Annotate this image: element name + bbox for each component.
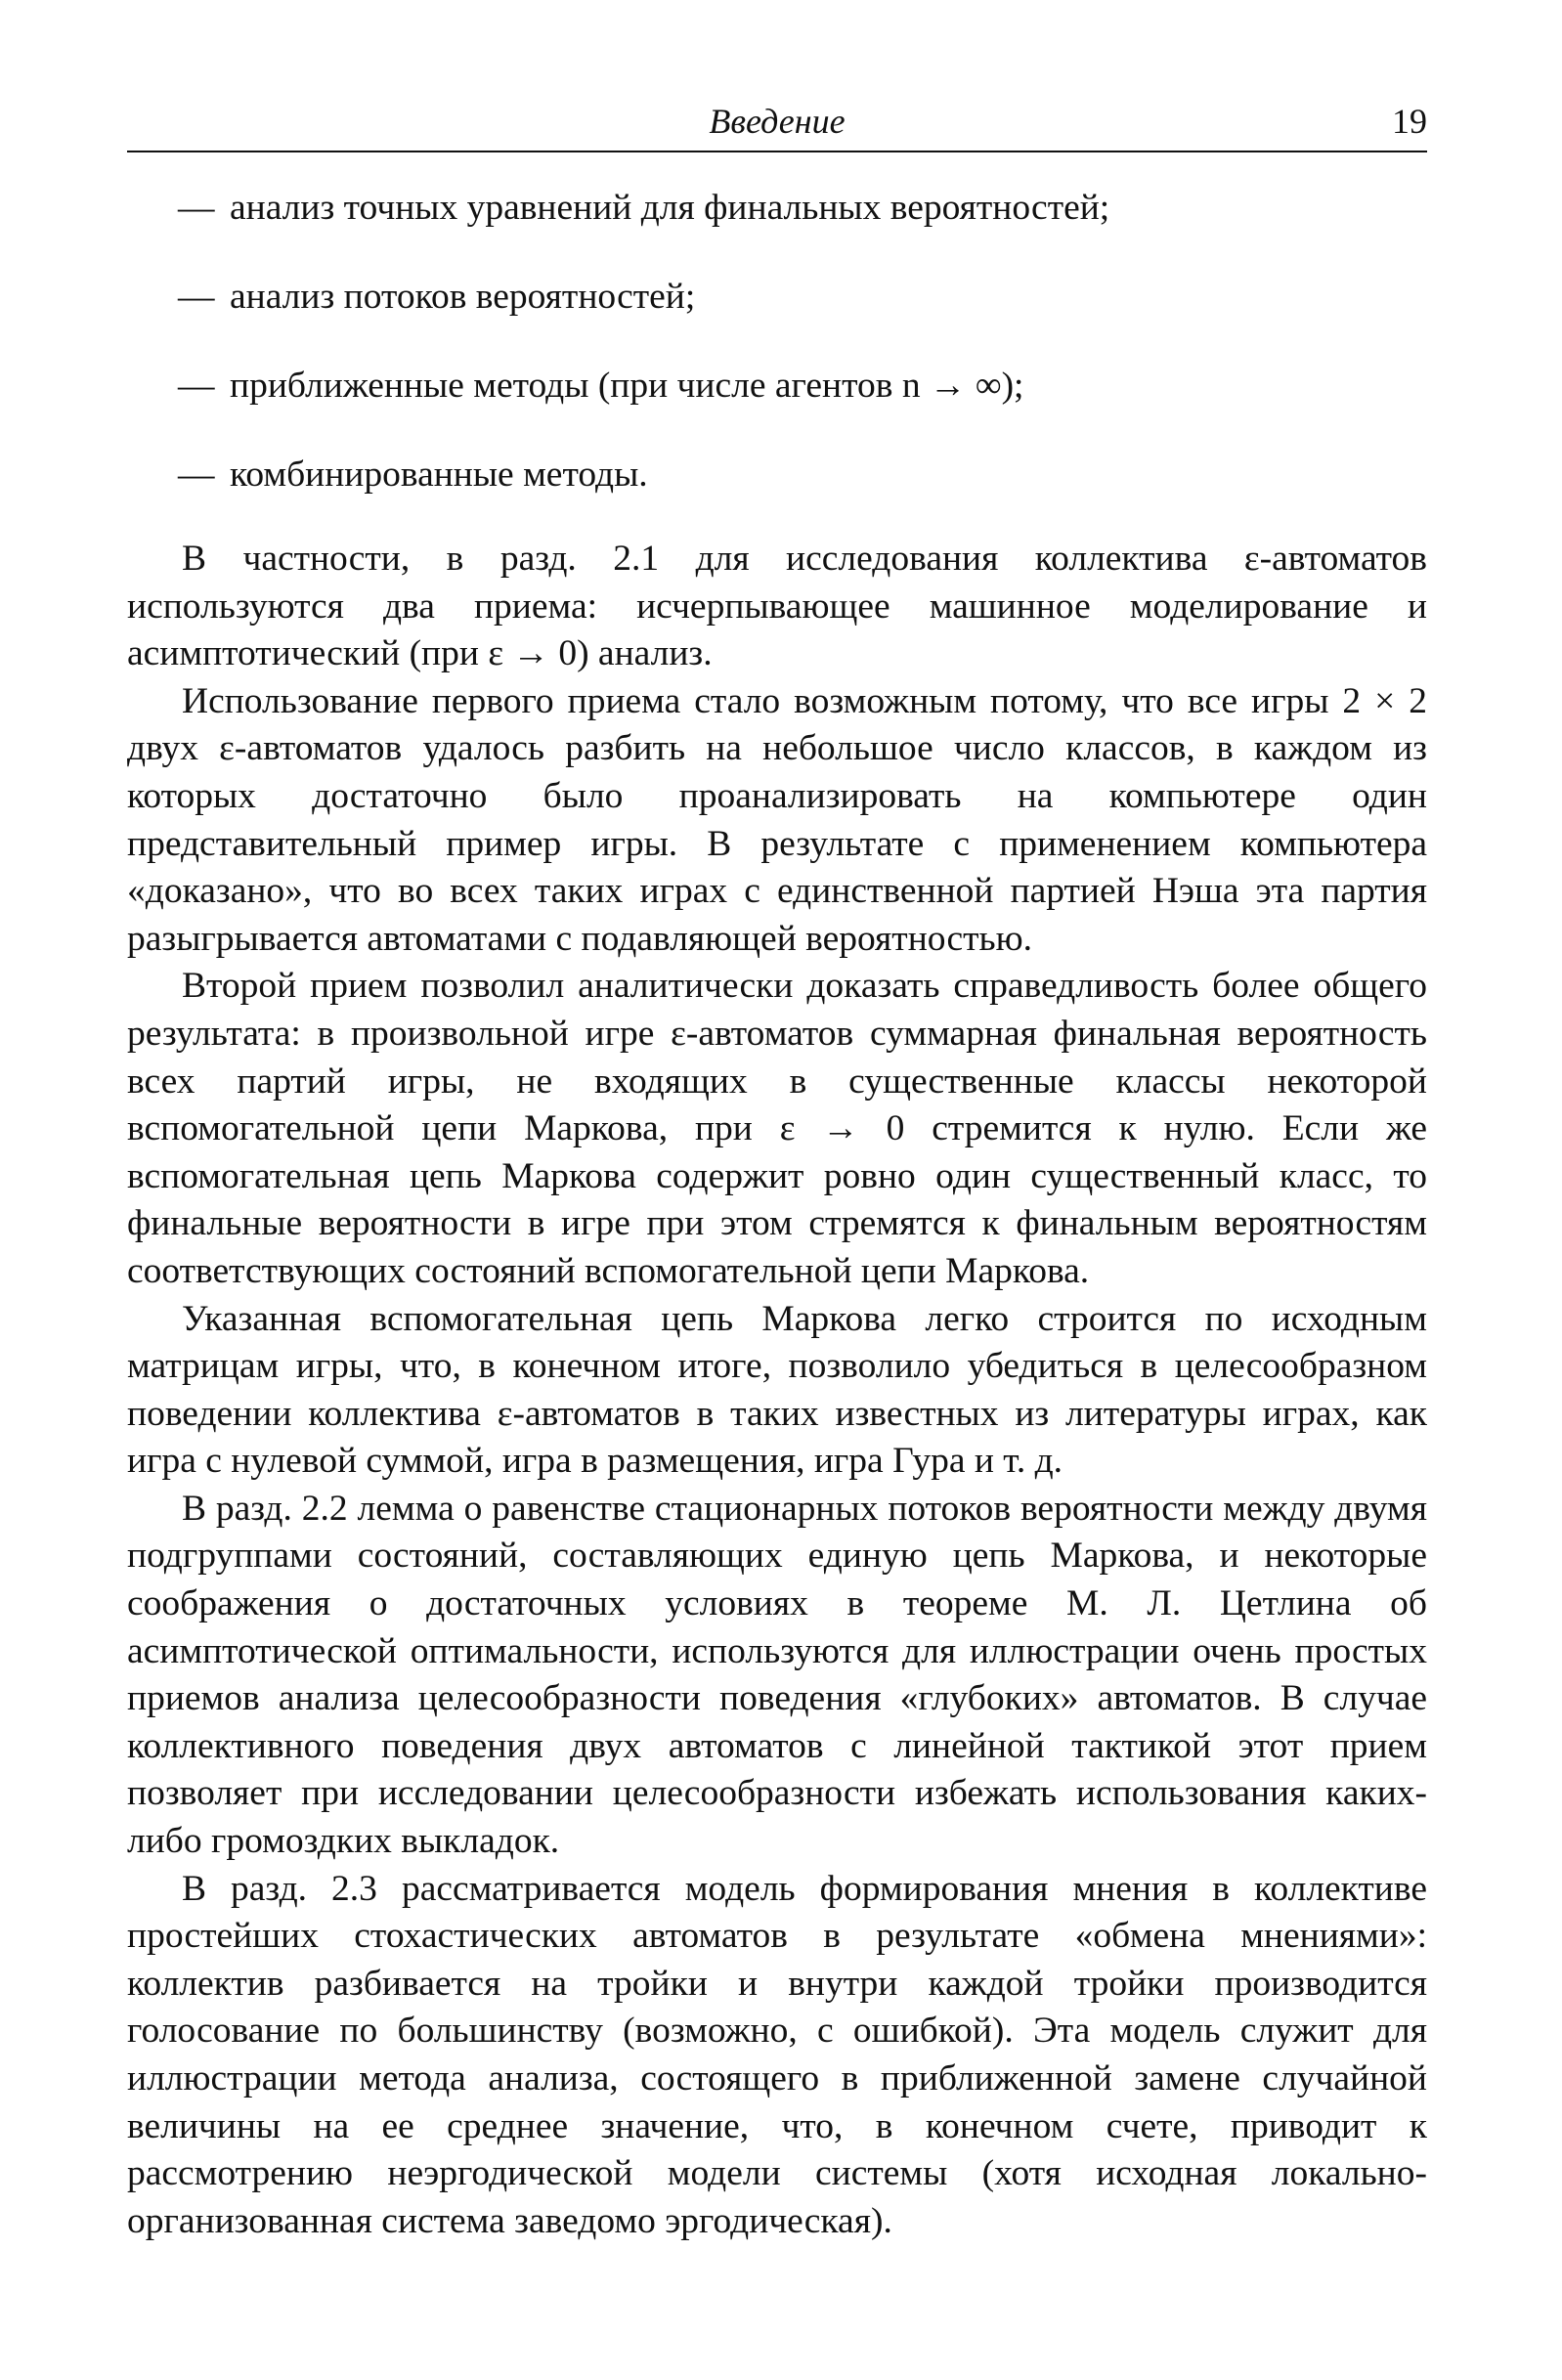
paragraph: В частности, в разд. 2.1 для исследования коллектива ε-автоматов используются два приема: исчерпывающее машинное моделирование и асимптотический (при ε → 0) анализ. bbox=[127, 539, 1427, 674]
running-title: Введение bbox=[709, 102, 846, 141]
page-body bbox=[127, 186, 1427, 2245]
list-item-text: анализ потоков вероятностей; bbox=[230, 277, 696, 317]
paragraph: Использование первого приема стало возможным потому, что все игры 2 × 2 двух ε-автоматов удалось разбить на небольшое число классов, в каждом из которых достаточно было проанализировать на компьютере один представительный пример игры. В результате с применением компьютера «доказано», что во всех таких играх с единственной партией Нэша эта партия разыгрывается автоматами с подавляющей вероятностью. bbox=[127, 680, 1427, 959]
paragraph: Второй прием позволил аналитически доказать справедливость более общего результата: в произвольной игре ε-автоматов суммарная финальная вероятность всех партий игры, не входящих в существенные классы некоторой вспомогательной цепи Маркова, при ε → 0 стремится к нулю. Если же вспомогательная цепь Маркова содержит ровно один существенный класс, то финальные вероятности в игре при этом стремятся к финальным вероятностям соответствующих состояний вспомогательной цепи Маркова. bbox=[127, 966, 1427, 1291]
bullet-dash: — bbox=[178, 188, 215, 228]
paragraph: В разд. 2.2 лемма о равенстве стационарных потоков вероятности между двумя подгруппами состояний, составляющих единую цепь Маркова, и некоторые соображения о достаточных условиях в теореме М. Л. Цетлина об асимптотической оптимальности, используются для иллюстрации очень простых приемов анализа целесообразности поведения «глубоких» автоматов. В случае коллективного поведения двух автоматов с линейной тактикой этот прием позволяет при исследовании целесообразности избежать использования каких-либо громоздких выкладок. bbox=[127, 1488, 1427, 1862]
page-number: 19 bbox=[1392, 102, 1427, 141]
method-list bbox=[127, 186, 1427, 497]
list-item-text: приближенные методы (при числе агентов n → ∞); bbox=[230, 366, 1024, 406]
paragraph: Указанная вспомогательная цепь Маркова легко строится по исходным матрицам игры, что, в конечном итоге, позволило убедиться в целесообразном поведении коллектива ε-автоматов в таких известных из литературы играх, как игра с нулевой суммой, игра в размещения, игра Гура и т. д. bbox=[127, 1298, 1427, 1482]
list-item bbox=[127, 453, 1427, 497]
list-item-text: комбинированные методы. bbox=[230, 454, 648, 495]
bullet-dash: — bbox=[178, 454, 215, 495]
bullet-dash: — bbox=[178, 277, 215, 317]
list-item bbox=[127, 275, 1427, 319]
list-item bbox=[127, 186, 1427, 230]
list-item-text: анализ точных уравнений для финальных вероятностей; bbox=[230, 188, 1110, 228]
bullet-dash: — bbox=[178, 366, 215, 406]
running-head bbox=[127, 96, 1427, 152]
list-item bbox=[127, 364, 1427, 408]
paragraph: В разд. 2.3 рассматривается модель формирования мнения в коллективе простейших стохастических автоматов в результате «обмена мнениями»: коллектив разбивается на тройки и внутри каждой тройки производится голосование по большинству (возможно, с ошибкой). Эта модель служит для иллюстрации метода анализа, состоящего в приближенной замене случайной величины на ее среднее значение, что, в конечном счете, приводит к рассмотрению неэргодической модели системы (хотя исходная локально-организованная система заведомо эргодическая). bbox=[127, 1868, 1427, 2241]
